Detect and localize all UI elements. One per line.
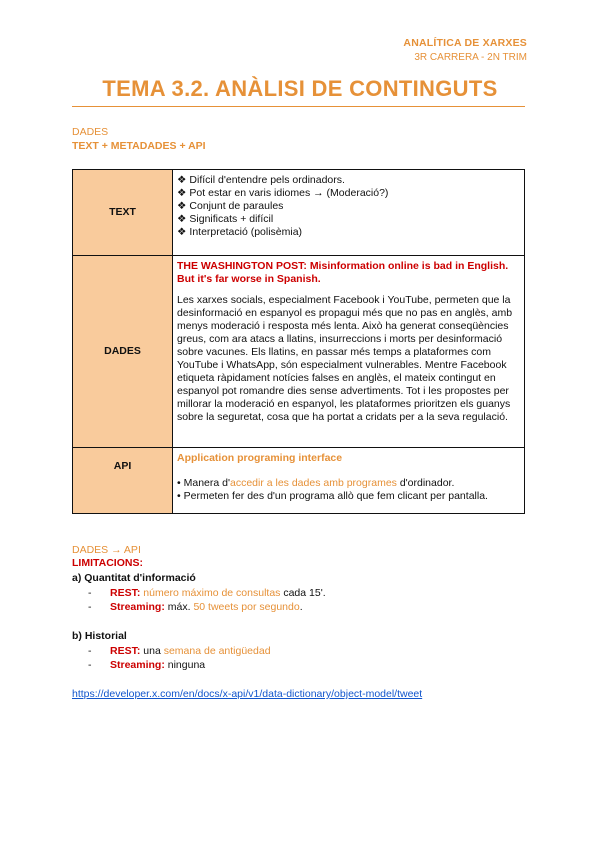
dot-icon: • <box>177 490 181 502</box>
quantity-title: a) Quantitat d'informació <box>72 572 196 584</box>
rest-limit: número máximo de consultas <box>143 587 281 599</box>
intro-dades: DADES <box>72 126 109 138</box>
news-headline: THE WASHINGTON POST: Misinformation online is bad in English. But it's far worse in Spanish. <box>177 260 509 285</box>
rest-limit-post: cada 15'. <box>280 587 326 599</box>
streaming-pre: máx. <box>164 601 194 613</box>
dot-icon: • <box>177 477 181 489</box>
streaming-post: . <box>299 601 303 613</box>
course-name: ANALÍTICA DE XARXES <box>403 37 527 49</box>
streaming-label: Streaming: <box>110 601 165 613</box>
list-item <box>88 659 205 671</box>
dades-content <box>173 256 525 448</box>
text-item-label: Conjunt de paraules <box>189 200 284 212</box>
content-table <box>72 169 525 514</box>
dash-marker: - <box>88 659 92 671</box>
rest-label: REST: <box>110 587 141 599</box>
tweet-object-docs-link[interactable]: https://developer.x.com/en/docs/x-api/v1/data-dictionary/object-model/tweet <box>72 688 423 700</box>
row-label-api: API <box>73 448 173 514</box>
diamond-bullet-icon: ❖ <box>177 187 187 199</box>
row-label-dades: DADES <box>73 256 173 448</box>
list-item <box>177 174 520 187</box>
text-item-label: Pot estar en varis idiomes → (Moderació?) <box>189 187 389 199</box>
list-item <box>177 200 520 213</box>
api-bullet-1 <box>177 477 520 490</box>
page-title: TEMA 3.2. ANÀLISI DE CONTINGUTS <box>102 76 498 101</box>
title-divider <box>72 106 525 107</box>
table-row-dades <box>73 256 525 448</box>
dash-marker: - <box>88 645 92 657</box>
list-item <box>88 645 271 657</box>
list-item <box>177 226 520 239</box>
api-bullet-1-highlight: accedir a les dades amb programes <box>229 477 397 489</box>
api-content <box>173 448 525 514</box>
table-row-api <box>73 448 525 514</box>
history-streaming-value: ninguna <box>164 659 206 671</box>
text-item-label: Significats + difícil <box>189 213 274 225</box>
diamond-bullet-icon: ❖ <box>177 213 187 225</box>
diamond-bullet-icon: ❖ <box>177 200 187 212</box>
api-bullet-2-text: Permeten fer des d'un programa allò que fem clicant per pantalla. <box>183 490 488 502</box>
rest-label: REST: <box>110 645 141 657</box>
list-item <box>177 213 520 226</box>
diamond-bullet-icon: ❖ <box>177 226 187 238</box>
streaming-limit: 50 tweets por segundo <box>193 601 300 613</box>
text-bullet-list <box>177 174 520 239</box>
api-bullet-1-post: d'ordinador. <box>396 477 455 489</box>
history-rest-pre: una <box>140 645 164 657</box>
text-item-label: Interpretació (polisèmia) <box>189 226 303 238</box>
api-bullet-1-pre: Manera d' <box>183 477 230 489</box>
diamond-bullet-icon: ❖ <box>177 174 187 186</box>
api-heading: Application programing interface <box>177 452 343 464</box>
history-rest-limit: semana de antigüedad <box>163 645 271 657</box>
row-label-text: TEXT <box>73 170 173 256</box>
dash-marker: - <box>88 601 92 613</box>
history-title: b) Historial <box>72 630 127 642</box>
intro-components: TEXT + METADADES + API <box>72 140 206 152</box>
table-row-text <box>73 170 525 256</box>
news-summary: Les xarxes socials, especialment Facebook i YouTube, permeten que la desinformació en espanyol es propagui més que no pas en anglès, amb menys moderació i resposta més lenta. Això ha generat conseqüències greus, com ara atacs a llatins, insurreccions i morts per desinformació sobre vacunes. Els llatins, en passar més temps a plataformes com YouTube i WhatsApp, són especialment vulnerables. Mentre Facebook etiqueta ràpidament notícies falses en anglès, el mateix contingut en espanyol pot romandre dies sense advertiments. Tot i les propostes per millorar la moderació en espanyol, les plataformes prioritzen els guanys sobre la seguretat, cosa que ha portat a cridats per a la seva regulació. <box>177 294 513 423</box>
text-items <box>173 170 525 256</box>
api-bullet-2 <box>177 490 520 503</box>
list-item <box>177 187 520 200</box>
list-item <box>88 601 303 613</box>
dash-marker: - <box>88 587 92 599</box>
text-item-label: Difícil d'entendre pels ordinadors. <box>189 174 345 186</box>
course-subtitle: 3R CARRERA - 2N TRIM <box>414 52 527 63</box>
list-item <box>88 587 326 599</box>
limits-subheading: LIMITACIONS: <box>72 557 143 569</box>
limits-heading: DADES → API <box>72 544 141 556</box>
streaming-label: Streaming: <box>110 659 165 671</box>
